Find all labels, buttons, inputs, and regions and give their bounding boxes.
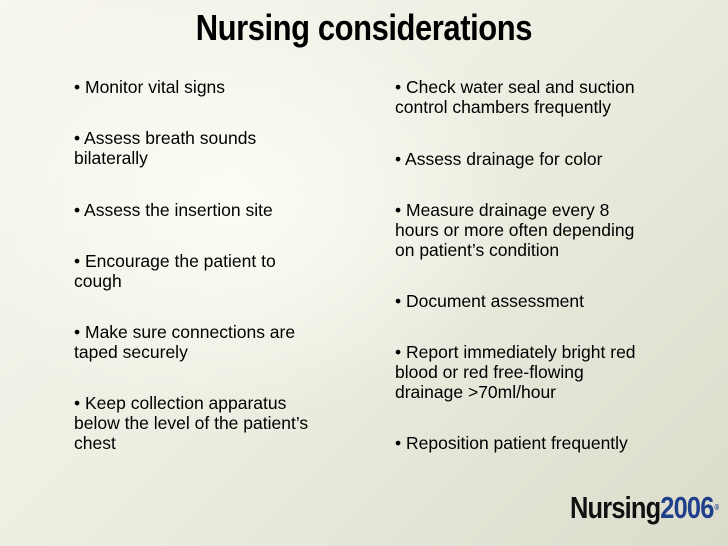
bullet-item: • Assess drainage for color (395, 149, 603, 169)
bullet-item: • Assess breath sounds bilaterally (74, 128, 257, 168)
bullet-item: • Monitor vital signs (74, 77, 226, 97)
bullet-item: • Encourage the patient to cough (74, 251, 276, 291)
registered-mark-icon: ® (714, 503, 719, 512)
bullet-item: • Assess the insertion site (74, 200, 273, 220)
bullet-item: • Reposition patient frequently (395, 433, 628, 453)
logo-year-text: 2006 (660, 490, 714, 525)
bullet-item: • Measure drainage every 8 hours or more often depending on patient’s condition (395, 200, 635, 260)
bullet-item: • Make sure connections are taped securely (74, 322, 296, 362)
nursing-2006-logo (570, 490, 718, 526)
logo-brand-text: Nursing (570, 490, 661, 525)
bullet-item: • Keep collection apparatus below the level of the patient’s chest (74, 393, 309, 453)
slide-title: Nursing considerations (195, 7, 533, 48)
bullet-item: • Document assessment (395, 291, 584, 311)
bullet-item: • Report immediately bright red blood or red free-flowing drainage >70ml/hour (395, 342, 636, 402)
bullet-item: • Check water seal and suction control chambers frequently (395, 77, 635, 117)
